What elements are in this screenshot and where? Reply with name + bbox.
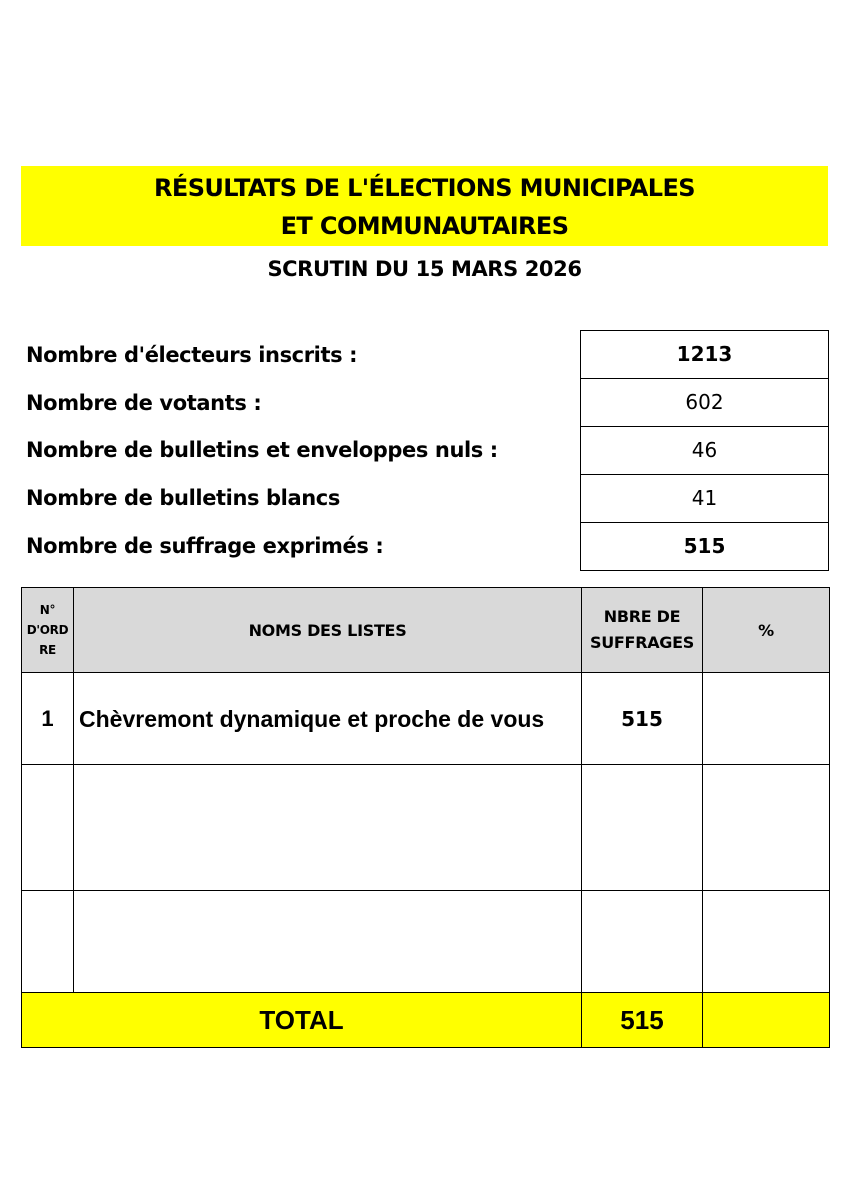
results-table <box>21 587 830 1048</box>
stat-value-voters: 602 <box>580 378 829 427</box>
row-percent <box>703 891 830 993</box>
stat-value-registered: 1213 <box>580 330 829 379</box>
stat-label-null-ballots: Nombre de bulletins et enveloppes nuls : <box>26 438 498 462</box>
row-percent <box>703 765 830 891</box>
row-votes <box>582 765 703 891</box>
stat-label-voters: Nombre de votants : <box>26 391 262 415</box>
stat-value-expressed-votes: 515 <box>580 522 829 571</box>
header-votes <box>582 588 703 673</box>
stat-label-blank-ballots: Nombre de bulletins blancs <box>26 486 340 510</box>
stat-label-expressed-votes: Nombre de suffrage exprimés : <box>26 534 384 558</box>
header-order-line-3: RE <box>39 643 56 657</box>
header-order-line-2: D'ORD <box>26 623 69 637</box>
table-row <box>22 673 830 765</box>
table-header-row <box>22 588 830 673</box>
header-votes-line-2: SUFFRAGES <box>590 633 694 652</box>
header-votes-line-1: NBRE DE <box>603 607 681 626</box>
row-order: 1 <box>22 673 74 765</box>
ballot-date: SCRUTIN DU 15 MARS 2026 <box>267 257 582 281</box>
header-order-line-1: N° <box>39 603 56 617</box>
row-list-name: Chèvremont dynamique et proche de vous <box>74 673 582 765</box>
total-label: TOTAL <box>22 993 582 1048</box>
total-percent <box>703 993 830 1048</box>
row-votes <box>582 891 703 993</box>
row-list-name <box>74 765 582 891</box>
total-votes: 515 <box>582 993 703 1048</box>
table-row <box>22 891 830 993</box>
title-line-1: RÉSULTATS DE L'ÉLECTIONS MUNICIPALES <box>154 174 695 202</box>
total-row <box>22 993 830 1048</box>
title-banner <box>21 166 828 246</box>
row-votes: 515 <box>582 673 703 765</box>
row-order <box>22 891 74 993</box>
stat-value-blank-ballots: 41 <box>580 474 829 523</box>
header-order <box>22 588 74 673</box>
title-line-2: ET COMMUNAUTAIRES <box>280 212 569 240</box>
stat-value-null-ballots: 46 <box>580 426 829 475</box>
header-percent: % <box>703 588 830 673</box>
row-order <box>22 765 74 891</box>
stat-label-registered: Nombre d'électeurs inscrits : <box>26 343 358 367</box>
row-list-name <box>74 891 582 993</box>
table-row <box>22 765 830 891</box>
row-percent <box>703 673 830 765</box>
header-list-names: NOMS DES LISTES <box>74 588 582 673</box>
